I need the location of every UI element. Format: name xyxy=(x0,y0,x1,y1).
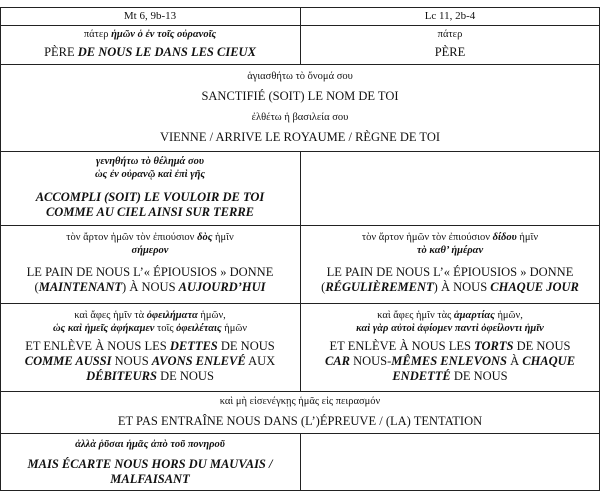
r8-greek: ἀλλὰ ῥῦσαι ἡμᾶς ἀπὸ τοῦ πονηροῦ xyxy=(75,439,225,450)
r7-full xyxy=(0,395,600,429)
r1-right-french: PÈRE xyxy=(434,45,466,59)
r3-full xyxy=(0,111,600,145)
r1-left-french: PÈRE DE NOUS LE DANS LES CIEUX xyxy=(44,45,256,59)
r6-left-french-1: ET ENLÈVE À NOUS LES DETTES DE NOUS xyxy=(25,339,275,353)
r5-left-greek-1: τὸν ἄρτον ἡμῶν τὸν ἐπιούσιον δὸς ἡμῖν xyxy=(66,232,234,243)
r6-right-french-3: ENDETTÉ DE NOUS xyxy=(392,369,508,383)
r8-left xyxy=(0,438,300,487)
r2-full xyxy=(0,70,600,104)
r6-left-greek-1: καὶ ἄφες ἡμῖν τὰ ὀφειλήματα ἡμῶν, xyxy=(74,310,226,321)
r6-right-greek-1: καὶ ἄφες ἡμῖν τὰς ἁμαρτίας ἡμῶν, xyxy=(377,310,523,321)
r6-right xyxy=(300,309,600,384)
r4-left xyxy=(0,155,300,220)
r1-left-greek: πάτερ ἡμῶν ὁ ἐν τοῖς οὐρανοῖς xyxy=(83,29,217,40)
r4-greek-2: ὡς ἐν οὐρανῷ καὶ ἐπὶ γῆς xyxy=(94,169,206,180)
r6-left-french-2: COMME AUSSI NOUS AVONS ENLEVÉ AUX xyxy=(24,354,276,368)
r6-left-greek-2: ὡς καὶ ἡμεῖς ἀφήκαμεν τοῖς ὀφειλέταις ἡμῶν xyxy=(52,323,248,334)
r6-right-greek-2: καὶ γὰρ αὐτοὶ ἀφίομεν παντὶ ὀφείλοντι ἡμῖν xyxy=(356,323,544,334)
r3-french: VIENNE / ARRIVE LE ROYAUME / RÈGNE DE TOI xyxy=(159,130,441,144)
r2-greek: ἁγιασθήτω τὸ ὄνομά σου xyxy=(247,71,353,82)
r8-french-2: MALFAISANT xyxy=(110,472,190,486)
r1-right-greek: πάτερ xyxy=(437,29,463,40)
r6-left-french-3: DÉBITEURS DE NOUS xyxy=(86,369,214,383)
r5-right-french-2: (RÉGULIÈREMENT) À NOUS CHAQUE JOUR xyxy=(321,280,579,294)
r5-left-greek-2: σήμερον xyxy=(131,245,169,256)
rule-r6 xyxy=(0,391,600,392)
r5-right-greek-2: τὸ καθ’ ἡμέραν xyxy=(416,245,484,256)
r4-greek-1: γενηθήτω τὸ θέλημά σου xyxy=(95,156,205,167)
r5-right-greek-1: τὸν ἄρτον ἡμῶν τὸν ἐπιούσιον δίδου ἡμῖν xyxy=(361,232,539,243)
r3-greek: ἐλθέτω ἡ βασιλεία σου xyxy=(251,112,349,123)
r5-left-french-1: LE PAIN DE NOUS L’« ÉPIOUSIOS » DONNE xyxy=(26,265,274,279)
r2-french: SANCTIFIÉ (SOIT) LE NOM DE TOI xyxy=(201,89,399,103)
r5-right-french-1: LE PAIN DE NOUS L’« ÉPIOUSIOS » DONNE xyxy=(326,265,574,279)
r1-right xyxy=(300,28,600,60)
r5-right xyxy=(300,231,600,295)
r5-left-french-2: (MAINTENANT) À NOUS AUJOURD’HUI xyxy=(34,280,266,294)
r4-french-2: COMME AU CIEL AINSI SUR TERRE xyxy=(45,205,255,219)
r7-french: ET PAS ENTRAÎNE NOUS DANS (L’)ÉPREUVE / (LA) TENTATION xyxy=(117,414,483,428)
header-right: Lc 11, 2b-4 xyxy=(424,10,476,22)
r5-left xyxy=(0,231,300,295)
r6-left xyxy=(0,309,300,384)
r6-right-french-2: CAR NOUS-MÊMES ENLEVONS À CHAQUE xyxy=(324,354,576,368)
r4-french-1: ACCOMPLI (SOIT) LE VOULOIR DE TOI xyxy=(35,190,265,204)
r1-left xyxy=(0,28,300,60)
header-left: Mt 6, 9b-13 xyxy=(123,10,177,22)
r6-right-french-1: ET ENLÈVE À NOUS LES TORTS DE NOUS xyxy=(329,339,571,353)
divider-c xyxy=(300,433,301,491)
r8-french-1: MAIS ÉCARTE NOUS HORS DU MAUVAIS / xyxy=(27,457,273,471)
r7-greek: καὶ μὴ εἰσενέγκῃς ἡμᾶς εἰς πειρασμόν xyxy=(219,396,381,407)
